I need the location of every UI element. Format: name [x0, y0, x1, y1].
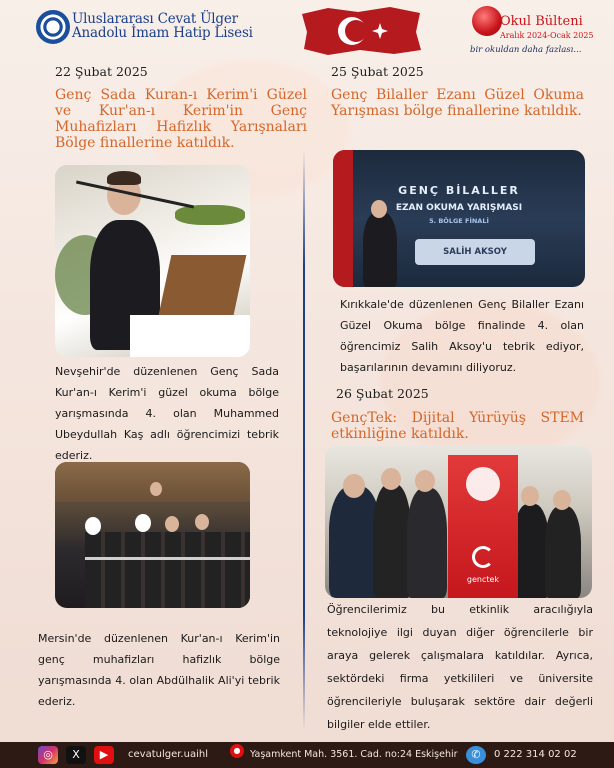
genctek-logo-icon: [472, 546, 494, 568]
competition-stage-photo: [333, 150, 585, 287]
right-date-1: 25 Şubat 2025: [331, 64, 424, 79]
screen-subtitle: EZAN OKUMA YARIŞMASI: [395, 203, 523, 213]
left-caption-2: Mersin'de düzenlenen Kur'an-ı Kerim'in genç muhafizları hafizlık bölge yarışmasında 4. olan Abdülhalik Ali'yi tebrik ederiz.: [38, 632, 280, 708]
school-seal-logo: [36, 10, 70, 44]
screen-title: GENÇ BİLALLER: [398, 184, 520, 197]
x-twitter-icon[interactable]: X: [66, 746, 86, 764]
school-name-line1: Uluslararası Cevat Ülger: [72, 11, 238, 27]
genctek-banner: [448, 455, 518, 598]
footer-phone[interactable]: 0 222 314 02 02: [494, 749, 577, 760]
left-date: 22 Şubat 2025: [55, 64, 148, 79]
phone-icon: ✆: [466, 746, 486, 764]
audience-photo: [55, 462, 250, 608]
left-caption-1: Nevşehir'de düzenlenen Genç Sada Kur'an-ı Kerim'i güzel okuma bölge yarışmasında 4. olan Muhammed Ubeydullah Kaş adlı öğrencimizi tebrik ederiz.: [55, 365, 279, 462]
youtube-icon[interactable]: ▶: [94, 746, 114, 764]
location-pin-icon: ●: [230, 744, 244, 758]
instagram-icon[interactable]: ◎: [38, 746, 58, 764]
column-divider: [303, 150, 305, 730]
social-handle[interactable]: cevatulger.uaihl: [128, 749, 208, 760]
contestant-name-plate: SALİH AKSOY: [415, 239, 535, 265]
school-name: [72, 12, 253, 40]
banner-label: genctek: [466, 575, 500, 584]
right-date-2: 26 Şubat 2025: [336, 386, 429, 401]
bulletin-title: Okul Bülteni: [500, 14, 583, 29]
school-name-line2: Anadolu İmam Hatip Lisesi: [72, 25, 253, 41]
right-headline-1: Genç Bilaller Ezanı Güzel Okuma Yarışması bölge finallerine katıldık.: [331, 87, 584, 119]
bulletin-period: Aralık 2024-Ocak 2025: [500, 31, 594, 40]
right-caption-1: Kırıkkale'de düzenlenen Genç Bilaller Ezanı Güzel Okuma bölge finalinde 4. olan öğrencimiz Salih Aksoy'u tebrik ediyor, başarılarının devamını diliyoruz.: [340, 298, 584, 374]
recitation-photo: [55, 165, 250, 357]
right-caption-2: Öğrencilerimiz bu etkinlik aracılığıyla teknolojiye ilgi duyan diğer öğrencilerle bir araya gelerek çalışmalara katıldılar. Ayrıca, sektördeki firma yetkilileri ve üniversite öğrencileriyle buluşarak sektöre dair değerli bilgiler elde ettiler.: [327, 603, 593, 731]
screen-region: 5. BÖLGE FİNALİ: [429, 217, 489, 225]
footer-address: Yaşamkent Mah. 3561. Cad. no:24 Eskişehir: [250, 749, 458, 760]
left-headline: Genç Sada Kuran-ı Kerim'i Güzel ve Kur'an-ı Kerim'in Genç Muhafizları Hafizlık Yarışnaları Bölge finallerine katıldık.: [55, 87, 307, 151]
turkish-flag-icon: [298, 4, 424, 58]
right-headline-2: GençTek: Dijital Yürüyüş STEM etkinliğine katıldık.: [331, 410, 584, 442]
bulletin-badge-icon: [472, 6, 502, 36]
bulletin-slogan: bir okuldan daha fazlası...: [470, 45, 582, 55]
